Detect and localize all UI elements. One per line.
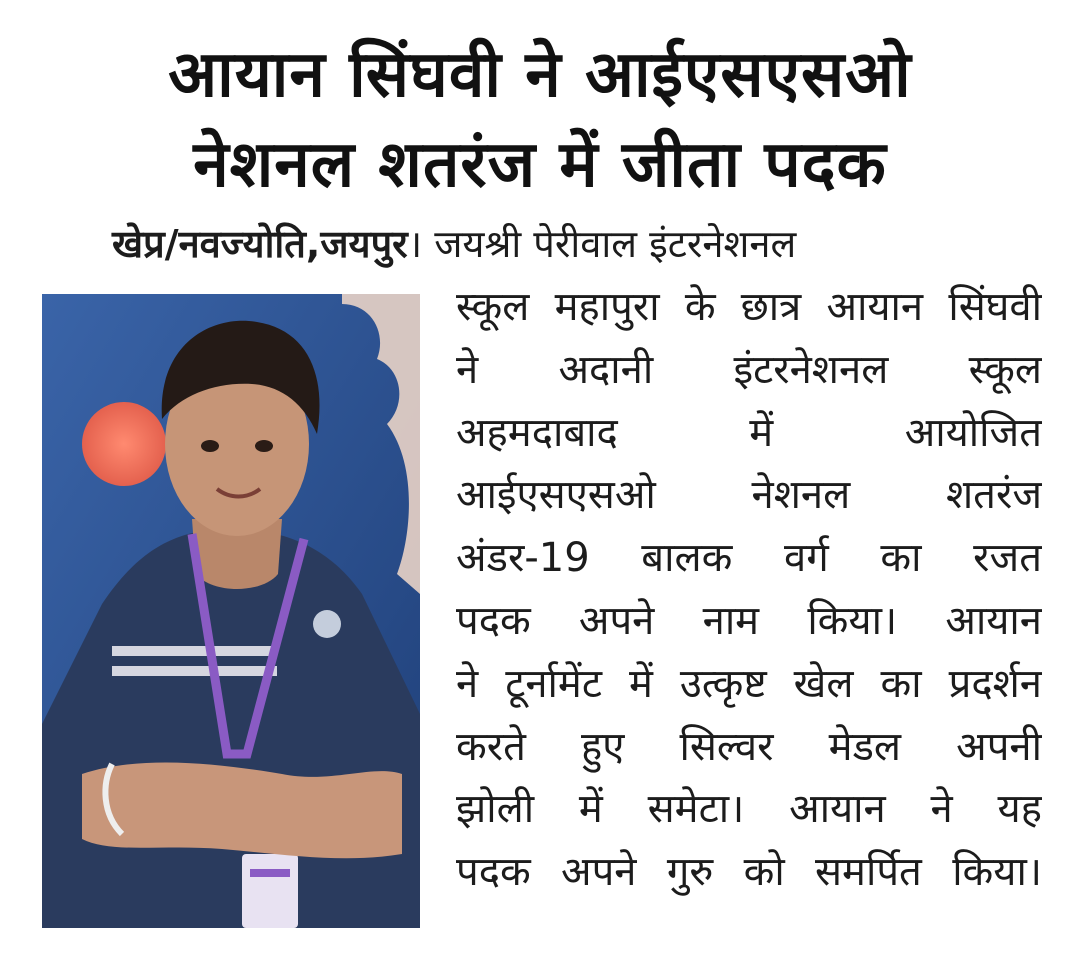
article-body xyxy=(456,276,1042,904)
body-line: स्कूल महापुरा के छात्र आयान सिंघवी xyxy=(456,284,1042,330)
dateline-danda: । xyxy=(407,222,423,266)
body-line: झोली में समेटा। आयान ने यह xyxy=(456,786,1042,833)
body-line: करते हुए सिल्वर मेडल अपनी xyxy=(456,723,1042,770)
body-line: ने टूर्नामेंट में उत्कृष्ट खेल का प्रदर्शन xyxy=(456,660,1042,707)
id-card xyxy=(242,854,298,928)
body-line: आईएसएसओ नेशनल शतरंज xyxy=(456,472,1042,519)
body-line: पदक अपने नाम किया। आयान xyxy=(456,597,1042,644)
background-light-spot xyxy=(82,402,166,486)
headline-line-1: आयान सिंघवी ने आईएसएसओ xyxy=(168,38,912,112)
headline xyxy=(0,30,1080,210)
body-line: अहमदाबाद में आयोजित xyxy=(456,409,1042,456)
body-line: पदक अपने गुरु को समर्पित किया। xyxy=(456,849,1042,896)
student-photo-illustration xyxy=(42,294,420,928)
body-line: अंडर-19 बालक वर्ग का रजत xyxy=(456,535,1042,582)
dateline-source: खेप्र/नवज्योति,जयपुर xyxy=(112,222,408,266)
headline-line-2: नेशनल शतरंज में जीता पदक xyxy=(193,128,887,202)
body-line: ने अदानी इंटरनेशनल स्कूल xyxy=(456,346,1042,393)
shirt-logo xyxy=(313,610,341,638)
byline-row xyxy=(112,216,1042,272)
folded-arms xyxy=(82,762,402,858)
student-photo xyxy=(42,294,420,928)
body-line-lead: जयश्री पेरीवाल इंटरनेशनल xyxy=(434,222,797,266)
